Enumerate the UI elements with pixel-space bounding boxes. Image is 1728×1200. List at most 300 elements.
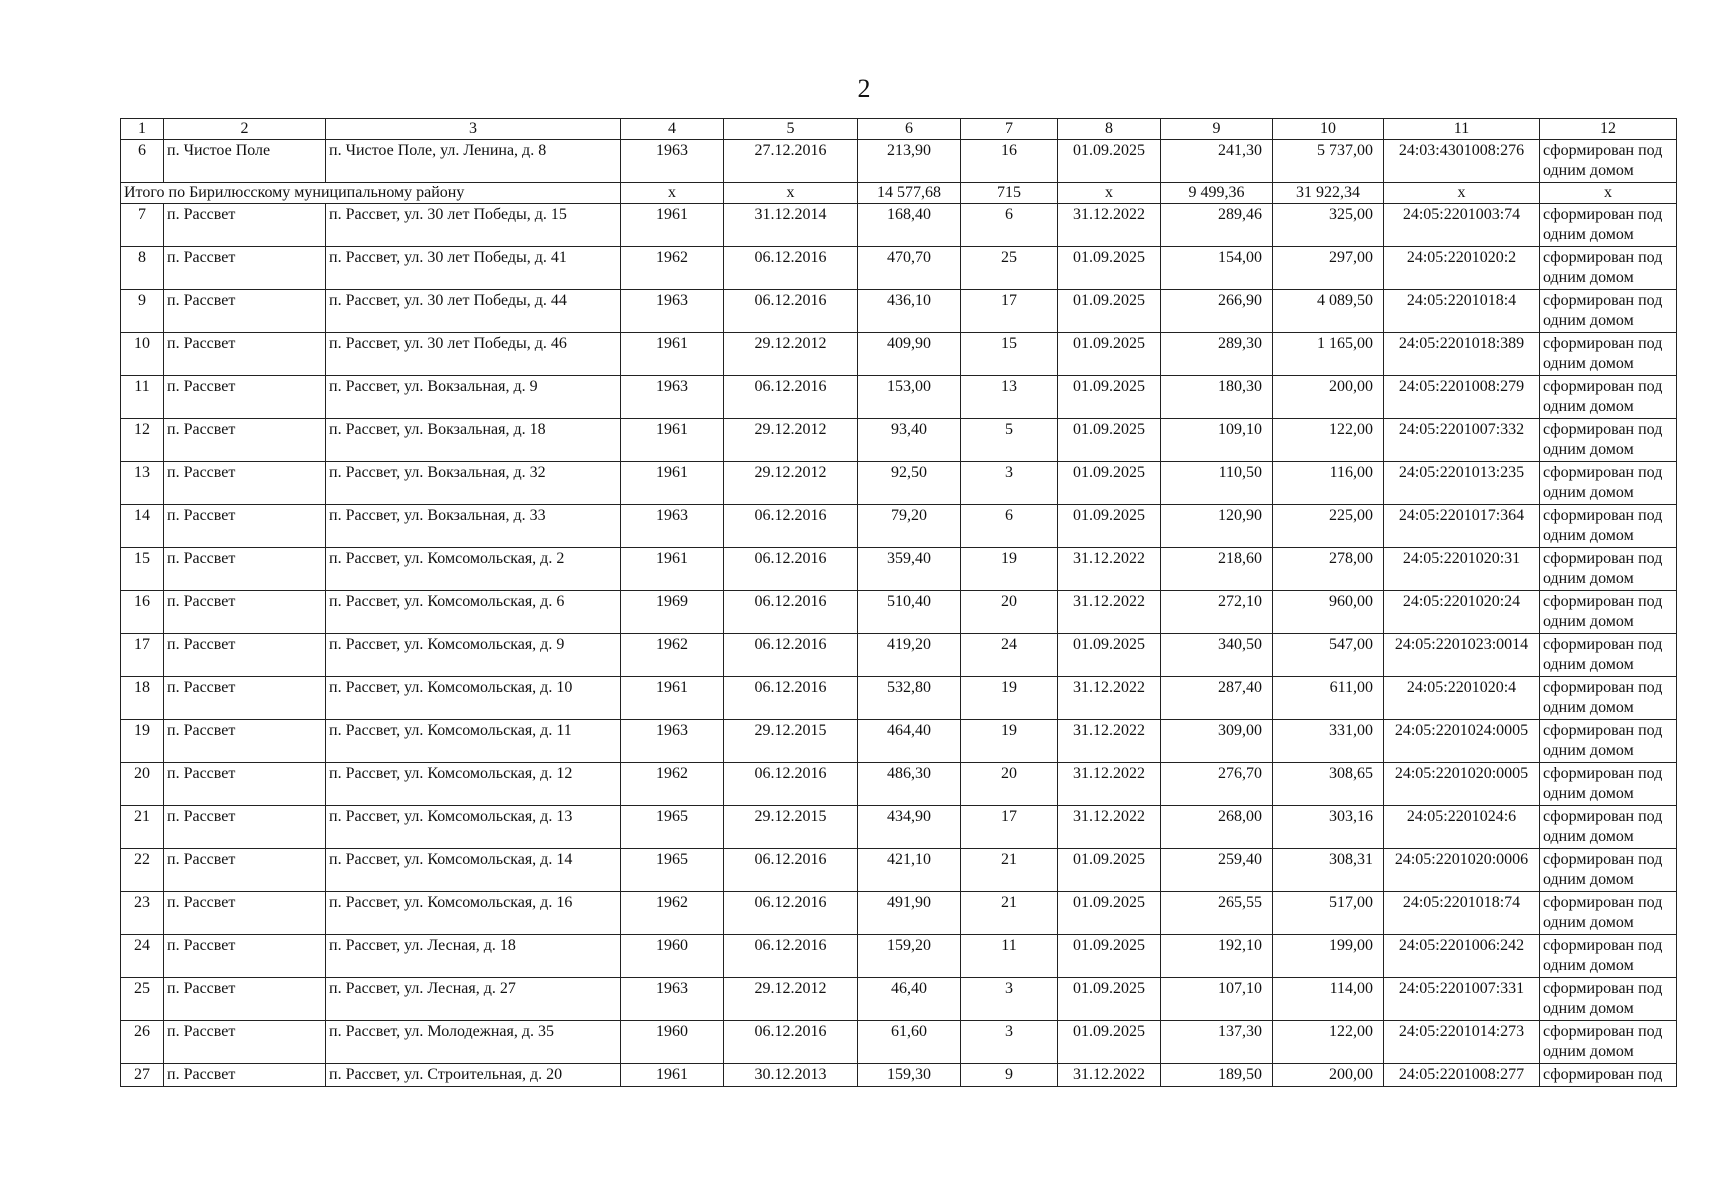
- row-number: 17: [121, 634, 164, 677]
- column-number: 2: [164, 119, 326, 140]
- cadastral-number-cell: 24:05:2201020:4: [1384, 677, 1540, 720]
- land-area-cell: 107,10: [1161, 978, 1273, 1021]
- settlement-cell: п. Рассвет: [164, 1021, 326, 1064]
- year-cell: 1962: [621, 892, 724, 935]
- settlement-cell: п. Рассвет: [164, 935, 326, 978]
- residents-cell: 6: [961, 505, 1058, 548]
- row-number: 10: [121, 333, 164, 376]
- date-cell: 29.12.2015: [724, 720, 858, 763]
- cadastral-number-cell: 24:05:2201018:4: [1384, 290, 1540, 333]
- address-cell: п. Рассвет, ул. Комсомольская, д. 14: [326, 849, 621, 892]
- deadline-cell: 01.09.2025: [1058, 1021, 1161, 1064]
- table-row: [121, 140, 1677, 183]
- cost-cell: 547,00: [1273, 634, 1384, 677]
- year-cell: 1963: [621, 720, 724, 763]
- cost-cell: 1 165,00: [1273, 333, 1384, 376]
- land-status-cell: сформирован под одним домом: [1540, 1021, 1677, 1064]
- row-number: 9: [121, 290, 164, 333]
- address-cell: п. Рассвет, ул. Вокзальная, д. 9: [326, 376, 621, 419]
- deadline-cell: 01.09.2025: [1058, 849, 1161, 892]
- residents-cell: 3: [961, 978, 1058, 1021]
- year-cell: 1969: [621, 591, 724, 634]
- cadastral-number-cell: 24:05:2201020:2: [1384, 247, 1540, 290]
- deadline-cell: 01.09.2025: [1058, 462, 1161, 505]
- year-cell: 1961: [621, 419, 724, 462]
- settlement-cell: п. Рассвет: [164, 333, 326, 376]
- cost-cell: 122,00: [1273, 1021, 1384, 1064]
- row-number: 19: [121, 720, 164, 763]
- area-cell: 421,10: [858, 849, 961, 892]
- total-area-cell: 14 577,68: [858, 183, 961, 204]
- year-cell: 1965: [621, 849, 724, 892]
- residents-cell: 17: [961, 290, 1058, 333]
- column-number: 3: [326, 119, 621, 140]
- land-status-cell: сформирован под одним домом: [1540, 376, 1677, 419]
- table-row: [121, 247, 1677, 290]
- table-row: [121, 204, 1677, 247]
- cost-cell: 297,00: [1273, 247, 1384, 290]
- year-cell: 1963: [621, 140, 724, 183]
- row-number: 13: [121, 462, 164, 505]
- year-cell: 1963: [621, 978, 724, 1021]
- land-area-cell: 218,60: [1161, 548, 1273, 591]
- year-cell: 1963: [621, 290, 724, 333]
- area-cell: 464,40: [858, 720, 961, 763]
- date-cell: 06.12.2016: [724, 1021, 858, 1064]
- land-status-cell: сформирован под одним домом: [1540, 892, 1677, 935]
- address-cell: п. Рассвет, ул. Комсомольская, д. 11: [326, 720, 621, 763]
- deadline-cell: 31.12.2022: [1058, 591, 1161, 634]
- year-cell: 1961: [621, 462, 724, 505]
- row-number: 6: [121, 140, 164, 183]
- settlement-cell: п. Рассвет: [164, 978, 326, 1021]
- land-area-cell: 189,50: [1161, 1064, 1273, 1087]
- cost-cell: 308,65: [1273, 763, 1384, 806]
- table-row: [121, 462, 1677, 505]
- land-area-cell: 268,00: [1161, 806, 1273, 849]
- address-cell: п. Рассвет, ул. Вокзальная, д. 33: [326, 505, 621, 548]
- cost-cell: 200,00: [1273, 1064, 1384, 1087]
- cadastral-number-cell: 24:05:2201014:273: [1384, 1021, 1540, 1064]
- table-row: [121, 548, 1677, 591]
- land-status-cell: сформирован под одним домом: [1540, 677, 1677, 720]
- land-status-cell: сформирован под одним домом: [1540, 591, 1677, 634]
- table-row: [121, 290, 1677, 333]
- land-status-cell: сформирован под одним домом: [1540, 140, 1677, 183]
- settlement-cell: п. Рассвет: [164, 548, 326, 591]
- year-cell: 1963: [621, 376, 724, 419]
- row-number: 26: [121, 1021, 164, 1064]
- date-cell: 06.12.2016: [724, 892, 858, 935]
- cadastral-number-cell: 24:05:2201003:74: [1384, 204, 1540, 247]
- address-cell: п. Рассвет, ул. 30 лет Победы, д. 41: [326, 247, 621, 290]
- year-cell: 1961: [621, 548, 724, 591]
- address-cell: п. Чистое Поле, ул. Ленина, д. 8: [326, 140, 621, 183]
- settlement-cell: п. Рассвет: [164, 247, 326, 290]
- date-cell: 06.12.2016: [724, 505, 858, 548]
- deadline-cell: 01.09.2025: [1058, 935, 1161, 978]
- address-cell: п. Рассвет, ул. 30 лет Победы, д. 46: [326, 333, 621, 376]
- area-cell: 168,40: [858, 204, 961, 247]
- year-cell: 1960: [621, 935, 724, 978]
- address-cell: п. Рассвет, ул. 30 лет Победы, д. 15: [326, 204, 621, 247]
- total-cell: x: [724, 183, 858, 204]
- total-cell: x: [1058, 183, 1161, 204]
- deadline-cell: 01.09.2025: [1058, 892, 1161, 935]
- address-cell: п. Рассвет, ул. Комсомольская, д. 2: [326, 548, 621, 591]
- year-cell: 1965: [621, 806, 724, 849]
- land-area-cell: 180,30: [1161, 376, 1273, 419]
- page-number: 2: [857, 74, 871, 103]
- cadastral-number-cell: 24:05:2201020:0005: [1384, 763, 1540, 806]
- land-status-cell: сформирован под одним домом: [1540, 548, 1677, 591]
- settlement-cell: п. Рассвет: [164, 505, 326, 548]
- date-cell: 29.12.2012: [724, 978, 858, 1021]
- residents-cell: 17: [961, 806, 1058, 849]
- cadastral-number-cell: 24:05:2201020:24: [1384, 591, 1540, 634]
- housing-registry-table: [120, 118, 1677, 1087]
- area-cell: 434,90: [858, 806, 961, 849]
- address-cell: п. Рассвет, ул. 30 лет Победы, д. 44: [326, 290, 621, 333]
- column-number-header-row: [121, 119, 1677, 140]
- table-row: [121, 1021, 1677, 1064]
- deadline-cell: 31.12.2022: [1058, 548, 1161, 591]
- settlement-cell: п. Рассвет: [164, 677, 326, 720]
- row-number: 16: [121, 591, 164, 634]
- area-cell: 46,40: [858, 978, 961, 1021]
- residents-cell: 20: [961, 763, 1058, 806]
- cost-cell: 517,00: [1273, 892, 1384, 935]
- date-cell: 29.12.2012: [724, 333, 858, 376]
- column-number: 11: [1384, 119, 1540, 140]
- land-area-cell: 109,10: [1161, 419, 1273, 462]
- area-cell: 419,20: [858, 634, 961, 677]
- land-status-cell: сформирован под одним домом: [1540, 247, 1677, 290]
- address-cell: п. Рассвет, ул. Комсомольская, д. 6: [326, 591, 621, 634]
- land-area-cell: 241,30: [1161, 140, 1273, 183]
- table-row: [121, 333, 1677, 376]
- land-area-cell: 287,40: [1161, 677, 1273, 720]
- settlement-cell: п. Рассвет: [164, 591, 326, 634]
- total-cell: x: [621, 183, 724, 204]
- address-cell: п. Рассвет, ул. Комсомольская, д. 10: [326, 677, 621, 720]
- area-cell: 93,40: [858, 419, 961, 462]
- land-status-cell: сформирован под одним домом: [1540, 333, 1677, 376]
- year-cell: 1963: [621, 505, 724, 548]
- cadastral-number-cell: 24:05:2201023:0014: [1384, 634, 1540, 677]
- deadline-cell: 01.09.2025: [1058, 376, 1161, 419]
- cost-cell: 960,00: [1273, 591, 1384, 634]
- land-status-cell: сформирован под: [1540, 1064, 1677, 1087]
- date-cell: 06.12.2016: [724, 548, 858, 591]
- land-status-cell: сформирован под одним домом: [1540, 720, 1677, 763]
- settlement-cell: п. Рассвет: [164, 892, 326, 935]
- cadastral-number-cell: 24:05:2201024:0005: [1384, 720, 1540, 763]
- land-area-cell: 266,90: [1161, 290, 1273, 333]
- settlement-cell: п. Рассвет: [164, 763, 326, 806]
- land-status-cell: сформирован под одним домом: [1540, 505, 1677, 548]
- date-cell: 06.12.2016: [724, 290, 858, 333]
- cost-cell: 278,00: [1273, 548, 1384, 591]
- settlement-cell: п. Рассвет: [164, 720, 326, 763]
- land-status-cell: сформирован под одним домом: [1540, 978, 1677, 1021]
- residents-cell: 6: [961, 204, 1058, 247]
- date-cell: 06.12.2016: [724, 247, 858, 290]
- residents-cell: 21: [961, 849, 1058, 892]
- date-cell: 06.12.2016: [724, 591, 858, 634]
- year-cell: 1960: [621, 1021, 724, 1064]
- cost-cell: 199,00: [1273, 935, 1384, 978]
- total-label: Итого по Бирилюсскому муниципальному району: [121, 183, 621, 204]
- address-cell: п. Рассвет, ул. Комсомольская, д. 12: [326, 763, 621, 806]
- area-cell: 359,40: [858, 548, 961, 591]
- residents-cell: 21: [961, 892, 1058, 935]
- date-cell: 06.12.2016: [724, 763, 858, 806]
- cost-cell: 4 089,50: [1273, 290, 1384, 333]
- date-cell: 06.12.2016: [724, 376, 858, 419]
- deadline-cell: 01.09.2025: [1058, 247, 1161, 290]
- area-cell: 153,00: [858, 376, 961, 419]
- column-number: 7: [961, 119, 1058, 140]
- total-cost-cell: 31 922,34: [1273, 183, 1384, 204]
- table-row: [121, 591, 1677, 634]
- row-number: 20: [121, 763, 164, 806]
- cadastral-number-cell: 24:05:2201007:331: [1384, 978, 1540, 1021]
- table-row: [121, 419, 1677, 462]
- cost-cell: 331,00: [1273, 720, 1384, 763]
- land-area-cell: 265,55: [1161, 892, 1273, 935]
- table-row: [121, 935, 1677, 978]
- residents-cell: 16: [961, 140, 1058, 183]
- year-cell: 1961: [621, 1064, 724, 1087]
- cadastral-number-cell: 24:05:2201008:279: [1384, 376, 1540, 419]
- date-cell: 06.12.2016: [724, 935, 858, 978]
- address-cell: п. Рассвет, ул. Комсомольская, д. 13: [326, 806, 621, 849]
- table-row: [121, 720, 1677, 763]
- land-area-cell: 259,40: [1161, 849, 1273, 892]
- total-residents-cell: 715: [961, 183, 1058, 204]
- land-status-cell: сформирован под одним домом: [1540, 204, 1677, 247]
- land-area-cell: 110,50: [1161, 462, 1273, 505]
- deadline-cell: 01.09.2025: [1058, 978, 1161, 1021]
- land-status-cell: сформирован под одним домом: [1540, 763, 1677, 806]
- column-number: 5: [724, 119, 858, 140]
- settlement-cell: п. Рассвет: [164, 376, 326, 419]
- residents-cell: 19: [961, 720, 1058, 763]
- row-number: 21: [121, 806, 164, 849]
- cadastral-number-cell: 24:05:2201017:364: [1384, 505, 1540, 548]
- settlement-cell: п. Чистое Поле: [164, 140, 326, 183]
- row-number: 15: [121, 548, 164, 591]
- area-cell: 491,90: [858, 892, 961, 935]
- residents-cell: 24: [961, 634, 1058, 677]
- land-status-cell: сформирован под одним домом: [1540, 935, 1677, 978]
- land-area-cell: 154,00: [1161, 247, 1273, 290]
- residents-cell: 19: [961, 548, 1058, 591]
- table-row: [121, 505, 1677, 548]
- deadline-cell: 01.09.2025: [1058, 333, 1161, 376]
- settlement-cell: п. Рассвет: [164, 462, 326, 505]
- row-number: 12: [121, 419, 164, 462]
- area-cell: 409,90: [858, 333, 961, 376]
- cost-cell: 200,00: [1273, 376, 1384, 419]
- area-cell: 159,30: [858, 1064, 961, 1087]
- land-status-cell: сформирован под одним домом: [1540, 462, 1677, 505]
- table-row: [121, 849, 1677, 892]
- land-area-cell: 340,50: [1161, 634, 1273, 677]
- deadline-cell: 01.09.2025: [1058, 140, 1161, 183]
- area-cell: 532,80: [858, 677, 961, 720]
- row-number: 24: [121, 935, 164, 978]
- table-row: [121, 677, 1677, 720]
- date-cell: 06.12.2016: [724, 634, 858, 677]
- land-area-cell: 276,70: [1161, 763, 1273, 806]
- cadastral-number-cell: 24:05:2201006:242: [1384, 935, 1540, 978]
- residents-cell: 25: [961, 247, 1058, 290]
- land-area-cell: 120,90: [1161, 505, 1273, 548]
- address-cell: п. Рассвет, ул. Вокзальная, д. 32: [326, 462, 621, 505]
- column-number: 6: [858, 119, 961, 140]
- address-cell: п. Рассвет, ул. Строительная, д. 20: [326, 1064, 621, 1087]
- date-cell: 29.12.2012: [724, 462, 858, 505]
- area-cell: 486,30: [858, 763, 961, 806]
- deadline-cell: 31.12.2022: [1058, 677, 1161, 720]
- column-number: 9: [1161, 119, 1273, 140]
- deadline-cell: 31.12.2022: [1058, 720, 1161, 763]
- table-row: [121, 376, 1677, 419]
- cost-cell: 303,16: [1273, 806, 1384, 849]
- cost-cell: 225,00: [1273, 505, 1384, 548]
- land-status-cell: сформирован под одним домом: [1540, 849, 1677, 892]
- residents-cell: 3: [961, 1021, 1058, 1064]
- address-cell: п. Рассвет, ул. Лесная, д. 27: [326, 978, 621, 1021]
- area-cell: 92,50: [858, 462, 961, 505]
- date-cell: 06.12.2016: [724, 849, 858, 892]
- deadline-cell: 31.12.2022: [1058, 204, 1161, 247]
- date-cell: 31.12.2014: [724, 204, 858, 247]
- residents-cell: 5: [961, 419, 1058, 462]
- address-cell: п. Рассвет, ул. Вокзальная, д. 18: [326, 419, 621, 462]
- table-row: [121, 806, 1677, 849]
- date-cell: 06.12.2016: [724, 677, 858, 720]
- area-cell: 61,60: [858, 1021, 961, 1064]
- year-cell: 1962: [621, 247, 724, 290]
- residents-cell: 19: [961, 677, 1058, 720]
- column-number: 12: [1540, 119, 1677, 140]
- district-total-row: [121, 183, 1677, 204]
- deadline-cell: 31.12.2022: [1058, 1064, 1161, 1087]
- total-land-area-cell: 9 499,36: [1161, 183, 1273, 204]
- settlement-cell: п. Рассвет: [164, 634, 326, 677]
- year-cell: 1961: [621, 333, 724, 376]
- land-area-cell: 289,30: [1161, 333, 1273, 376]
- land-area-cell: 309,00: [1161, 720, 1273, 763]
- row-number: 11: [121, 376, 164, 419]
- cost-cell: 116,00: [1273, 462, 1384, 505]
- cost-cell: 611,00: [1273, 677, 1384, 720]
- address-cell: п. Рассвет, ул. Молодежная, д. 35: [326, 1021, 621, 1064]
- land-status-cell: сформирован под одним домом: [1540, 419, 1677, 462]
- settlement-cell: п. Рассвет: [164, 290, 326, 333]
- cost-cell: 122,00: [1273, 419, 1384, 462]
- cost-cell: 5 737,00: [1273, 140, 1384, 183]
- area-cell: 470,70: [858, 247, 961, 290]
- residents-cell: 15: [961, 333, 1058, 376]
- year-cell: 1961: [621, 204, 724, 247]
- cadastral-number-cell: 24:03:4301008:276: [1384, 140, 1540, 183]
- column-number: 8: [1058, 119, 1161, 140]
- row-number: 22: [121, 849, 164, 892]
- cadastral-number-cell: 24:05:2201013:235: [1384, 462, 1540, 505]
- deadline-cell: 01.09.2025: [1058, 419, 1161, 462]
- cadastral-number-cell: 24:05:2201008:277: [1384, 1064, 1540, 1087]
- date-cell: 27.12.2016: [724, 140, 858, 183]
- row-number: 18: [121, 677, 164, 720]
- row-number: 23: [121, 892, 164, 935]
- deadline-cell: 01.09.2025: [1058, 634, 1161, 677]
- deadline-cell: 31.12.2022: [1058, 763, 1161, 806]
- date-cell: 29.12.2012: [724, 419, 858, 462]
- table-row: [121, 978, 1677, 1021]
- land-area-cell: 289,46: [1161, 204, 1273, 247]
- table-row: [121, 1064, 1677, 1087]
- row-number: 27: [121, 1064, 164, 1087]
- deadline-cell: 01.09.2025: [1058, 290, 1161, 333]
- row-number: 7: [121, 204, 164, 247]
- area-cell: 510,40: [858, 591, 961, 634]
- address-cell: п. Рассвет, ул. Лесная, д. 18: [326, 935, 621, 978]
- land-area-cell: 137,30: [1161, 1021, 1273, 1064]
- area-cell: 436,10: [858, 290, 961, 333]
- column-number: 10: [1273, 119, 1384, 140]
- cadastral-number-cell: 24:05:2201020:31: [1384, 548, 1540, 591]
- residents-cell: 20: [961, 591, 1058, 634]
- land-status-cell: сформирован под одним домом: [1540, 806, 1677, 849]
- column-number: 4: [621, 119, 724, 140]
- year-cell: 1962: [621, 763, 724, 806]
- address-cell: п. Рассвет, ул. Комсомольская, д. 9: [326, 634, 621, 677]
- settlement-cell: п. Рассвет: [164, 849, 326, 892]
- land-area-cell: 272,10: [1161, 591, 1273, 634]
- settlement-cell: п. Рассвет: [164, 806, 326, 849]
- land-status-cell: сформирован под одним домом: [1540, 634, 1677, 677]
- table-row: [121, 892, 1677, 935]
- row-number: 14: [121, 505, 164, 548]
- land-status-cell: сформирован под одним домом: [1540, 290, 1677, 333]
- residents-cell: 13: [961, 376, 1058, 419]
- column-number: 1: [121, 119, 164, 140]
- total-cell: x: [1540, 183, 1677, 204]
- cadastral-number-cell: 24:05:2201020:0006: [1384, 849, 1540, 892]
- residents-cell: 3: [961, 462, 1058, 505]
- total-cell: x: [1384, 183, 1540, 204]
- address-cell: п. Рассвет, ул. Комсомольская, д. 16: [326, 892, 621, 935]
- deadline-cell: 01.09.2025: [1058, 505, 1161, 548]
- land-area-cell: 192,10: [1161, 935, 1273, 978]
- table-row: [121, 763, 1677, 806]
- cost-cell: 325,00: [1273, 204, 1384, 247]
- settlement-cell: п. Рассвет: [164, 1064, 326, 1087]
- cadastral-number-cell: 24:05:2201007:332: [1384, 419, 1540, 462]
- residents-cell: 9: [961, 1064, 1058, 1087]
- cadastral-number-cell: 24:05:2201018:389: [1384, 333, 1540, 376]
- year-cell: 1961: [621, 677, 724, 720]
- table-row: [121, 634, 1677, 677]
- cadastral-number-cell: 24:05:2201018:74: [1384, 892, 1540, 935]
- area-cell: 159,20: [858, 935, 961, 978]
- cost-cell: 114,00: [1273, 978, 1384, 1021]
- area-cell: 213,90: [858, 140, 961, 183]
